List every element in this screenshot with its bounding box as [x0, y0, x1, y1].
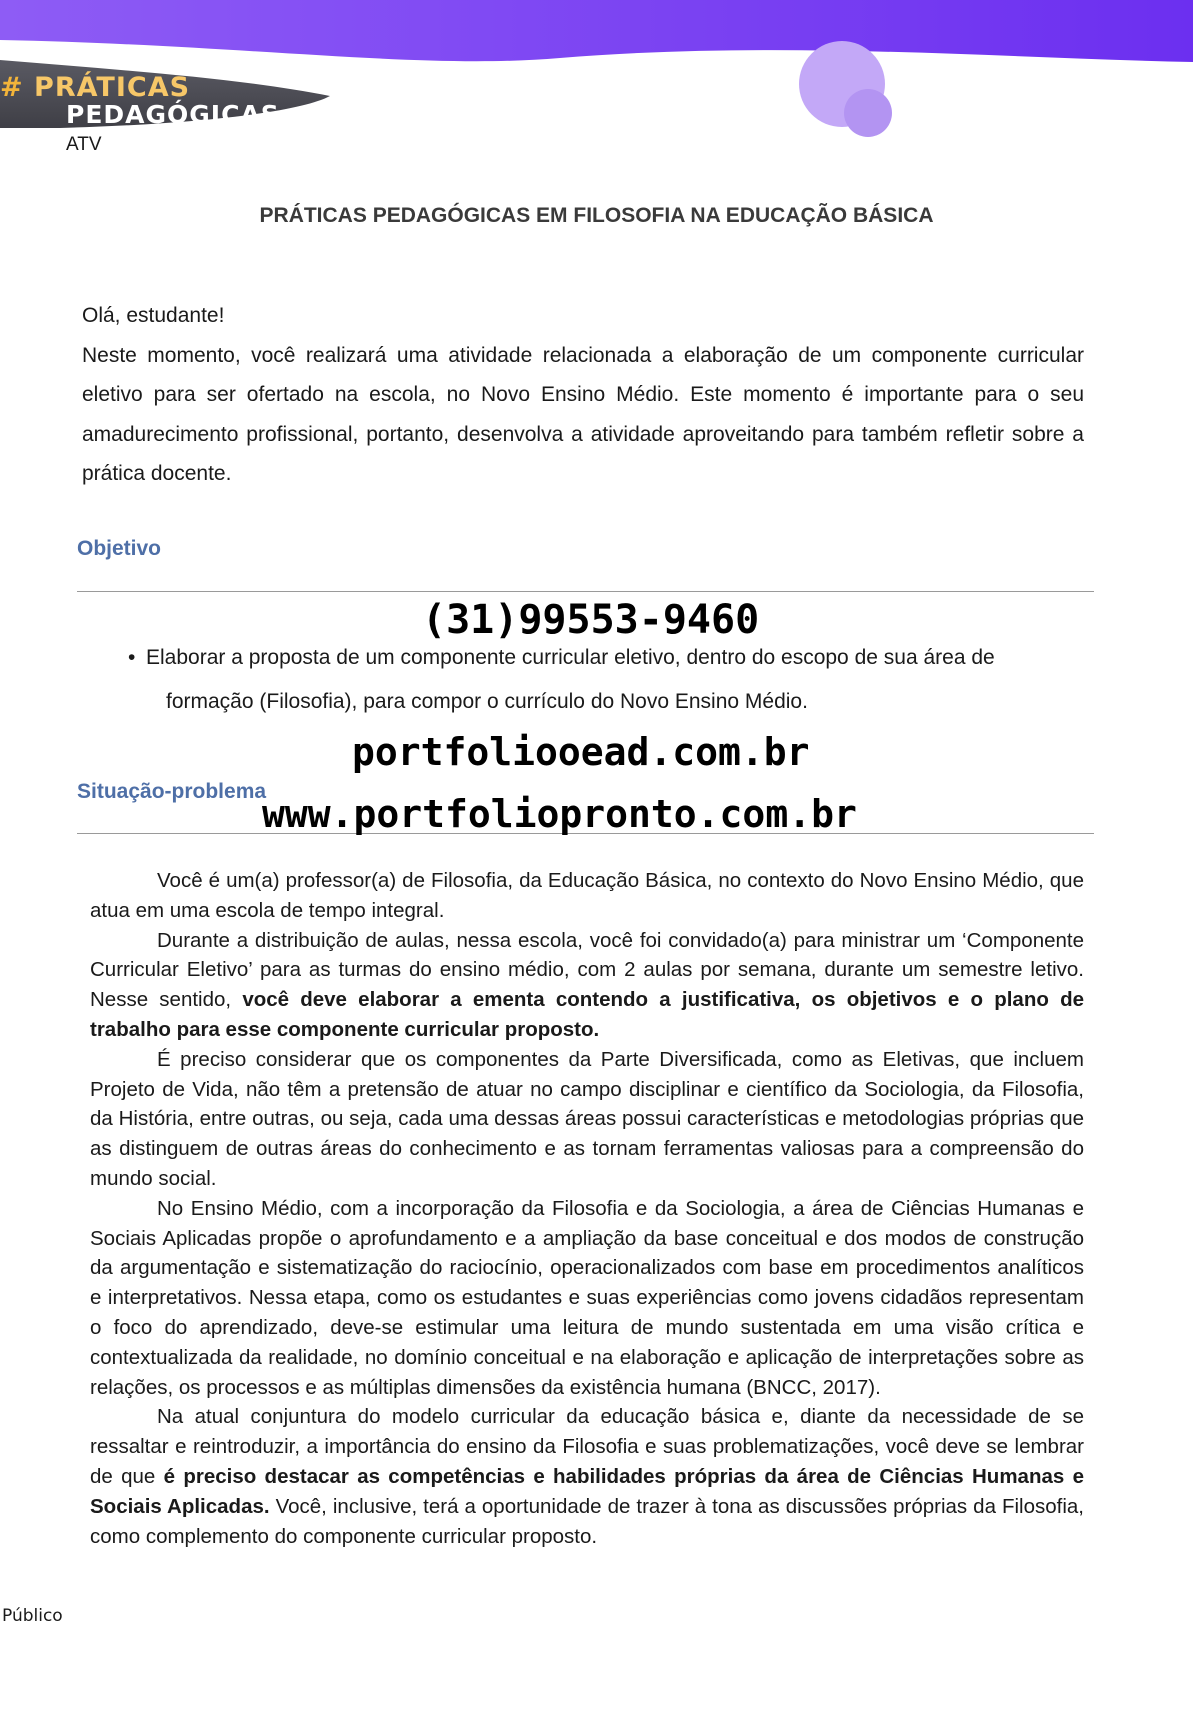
bullet-icon: • [128, 646, 136, 669]
objective-line-2: formação (Filosofia), para compor o currículo do Novo Ensino Médio. [166, 690, 808, 713]
objective-line-1: Elaborar a proposta de um componente curricular eletivo, dentro do escopo de sua área de [146, 646, 995, 669]
doc-type-label: ATV [66, 134, 102, 155]
brand-word-pedagogicas: PEDAGÓGICAS [66, 100, 280, 129]
p2-text: Durante a distribuição de aulas, nessa escola, você foi convidado(a) para ministrar um ‘Componente Curricular Eletivo’ para as turmas do ensino médio, com 2 aulas por semana, durante um semestre letivo. Nesse sentido, [90, 928, 1084, 1012]
brand-word-praticas: PRÁTICAS [34, 72, 191, 103]
classification-label: Público [2, 1606, 63, 1626]
page-title: PRÁTICAS PEDAGÓGICAS EM FILOSOFIA NA EDUCAÇÃO BÁSICA [259, 204, 934, 227]
brand-line-1 [0, 72, 190, 103]
watermark-site-1: portfoliooead.com.br [352, 730, 810, 774]
p5-text-end: Você, inclusive, terá a oportunidade de trazer à tona as discussões próprias da Filosofia, como complemento do componente curricular proposto. [90, 1494, 1085, 1548]
watermark-phone: (31)99553-9460 [422, 597, 760, 643]
objective-list [128, 636, 1104, 724]
objective-heading: Objetivo [77, 537, 162, 560]
brand-hash: # [0, 72, 24, 103]
situation-heading: Situação-problema [77, 780, 267, 803]
situation-paragraph-3: É preciso considerar que os componentes da Parte Diversificada, como as Eletivas, que incluem Projeto de Vida, não têm a pretensão de atuar no campo disciplinar e científico da Sociologia, da Filosofia, da História, entre outras, ou seja, cada uma dessas áreas possui características e metodologias próprias que as distinguem de outras áreas do conhecimento e as tornam ferramentas valiosas para a compreensão do mundo social. [90, 1047, 1084, 1190]
situation-paragraph-5 [90, 1402, 1084, 1551]
situation-paragraph-2 [90, 926, 1084, 1045]
intro-paragraph: Neste momento, você realizará uma atividade relacionada a elaboração de um componente curricular eletivo para ser ofertado na escola, no Novo Ensino Médio. Este momento é importante para o seu amadurecimento profissional, portanto, desenvolva a atividade aproveitando para também refletir sobre a prática docente. [82, 343, 1084, 485]
situation-body [90, 866, 1084, 1551]
p5-bold-text: é preciso destacar as competências e habilidades próprias da área de Ciências Humanas e Sociais Aplicadas. [90, 1464, 1084, 1518]
header-banner [0, 0, 1193, 140]
watermark-site-2: www.portfoliopronto.com.br [262, 792, 857, 836]
p2-bold-text: você deve elaborar a ementa contendo a justificativa, os objetivos e o plano de trabalho para esse componente curricular proposto. [90, 988, 1084, 1041]
situation-paragraph-1: Você é um(a) professor(a) de Filosofia, da Educação Básica, no contexto do Novo Ensino Médio, que atua em uma escola de tempo integral. [90, 869, 1084, 922]
situation-paragraph-4: No Ensino Médio, com a incorporação da Filosofia e da Sociologia, a área de Ciências Humanas e Sociais Aplicadas propõe o aprofundamento e a ampliação da base conceitual e dos modos de construção da argumentação e sistematização do raciocínio, operacionalizados com base em procedimentos analíticos e interpretativos. Nessa etapa, como os estudantes e suas experiências como jovens cidadãos representam o foco do aprendizado, deve-se estimular uma leitura de mundo sustentada em uma visão crítica e contextualizada da realidade, no domínio conceitual e na elaboração e aplicação de interpretações sobre as relações, os processos e as múltiplas dimensões da existência humana (BNCC, 2017). [90, 1196, 1084, 1399]
p5-text: Na atual conjuntura do modelo curricular da educação básica e, diante da necessidade de se ressaltar e reintroduzir, a importância do ensino da Filosofia e suas problematizações, você deve se lembrar de que [90, 1405, 1084, 1488]
objective-divider [77, 591, 1094, 592]
intro-section [82, 296, 1084, 494]
greeting: Olá, estudante! [82, 304, 225, 327]
